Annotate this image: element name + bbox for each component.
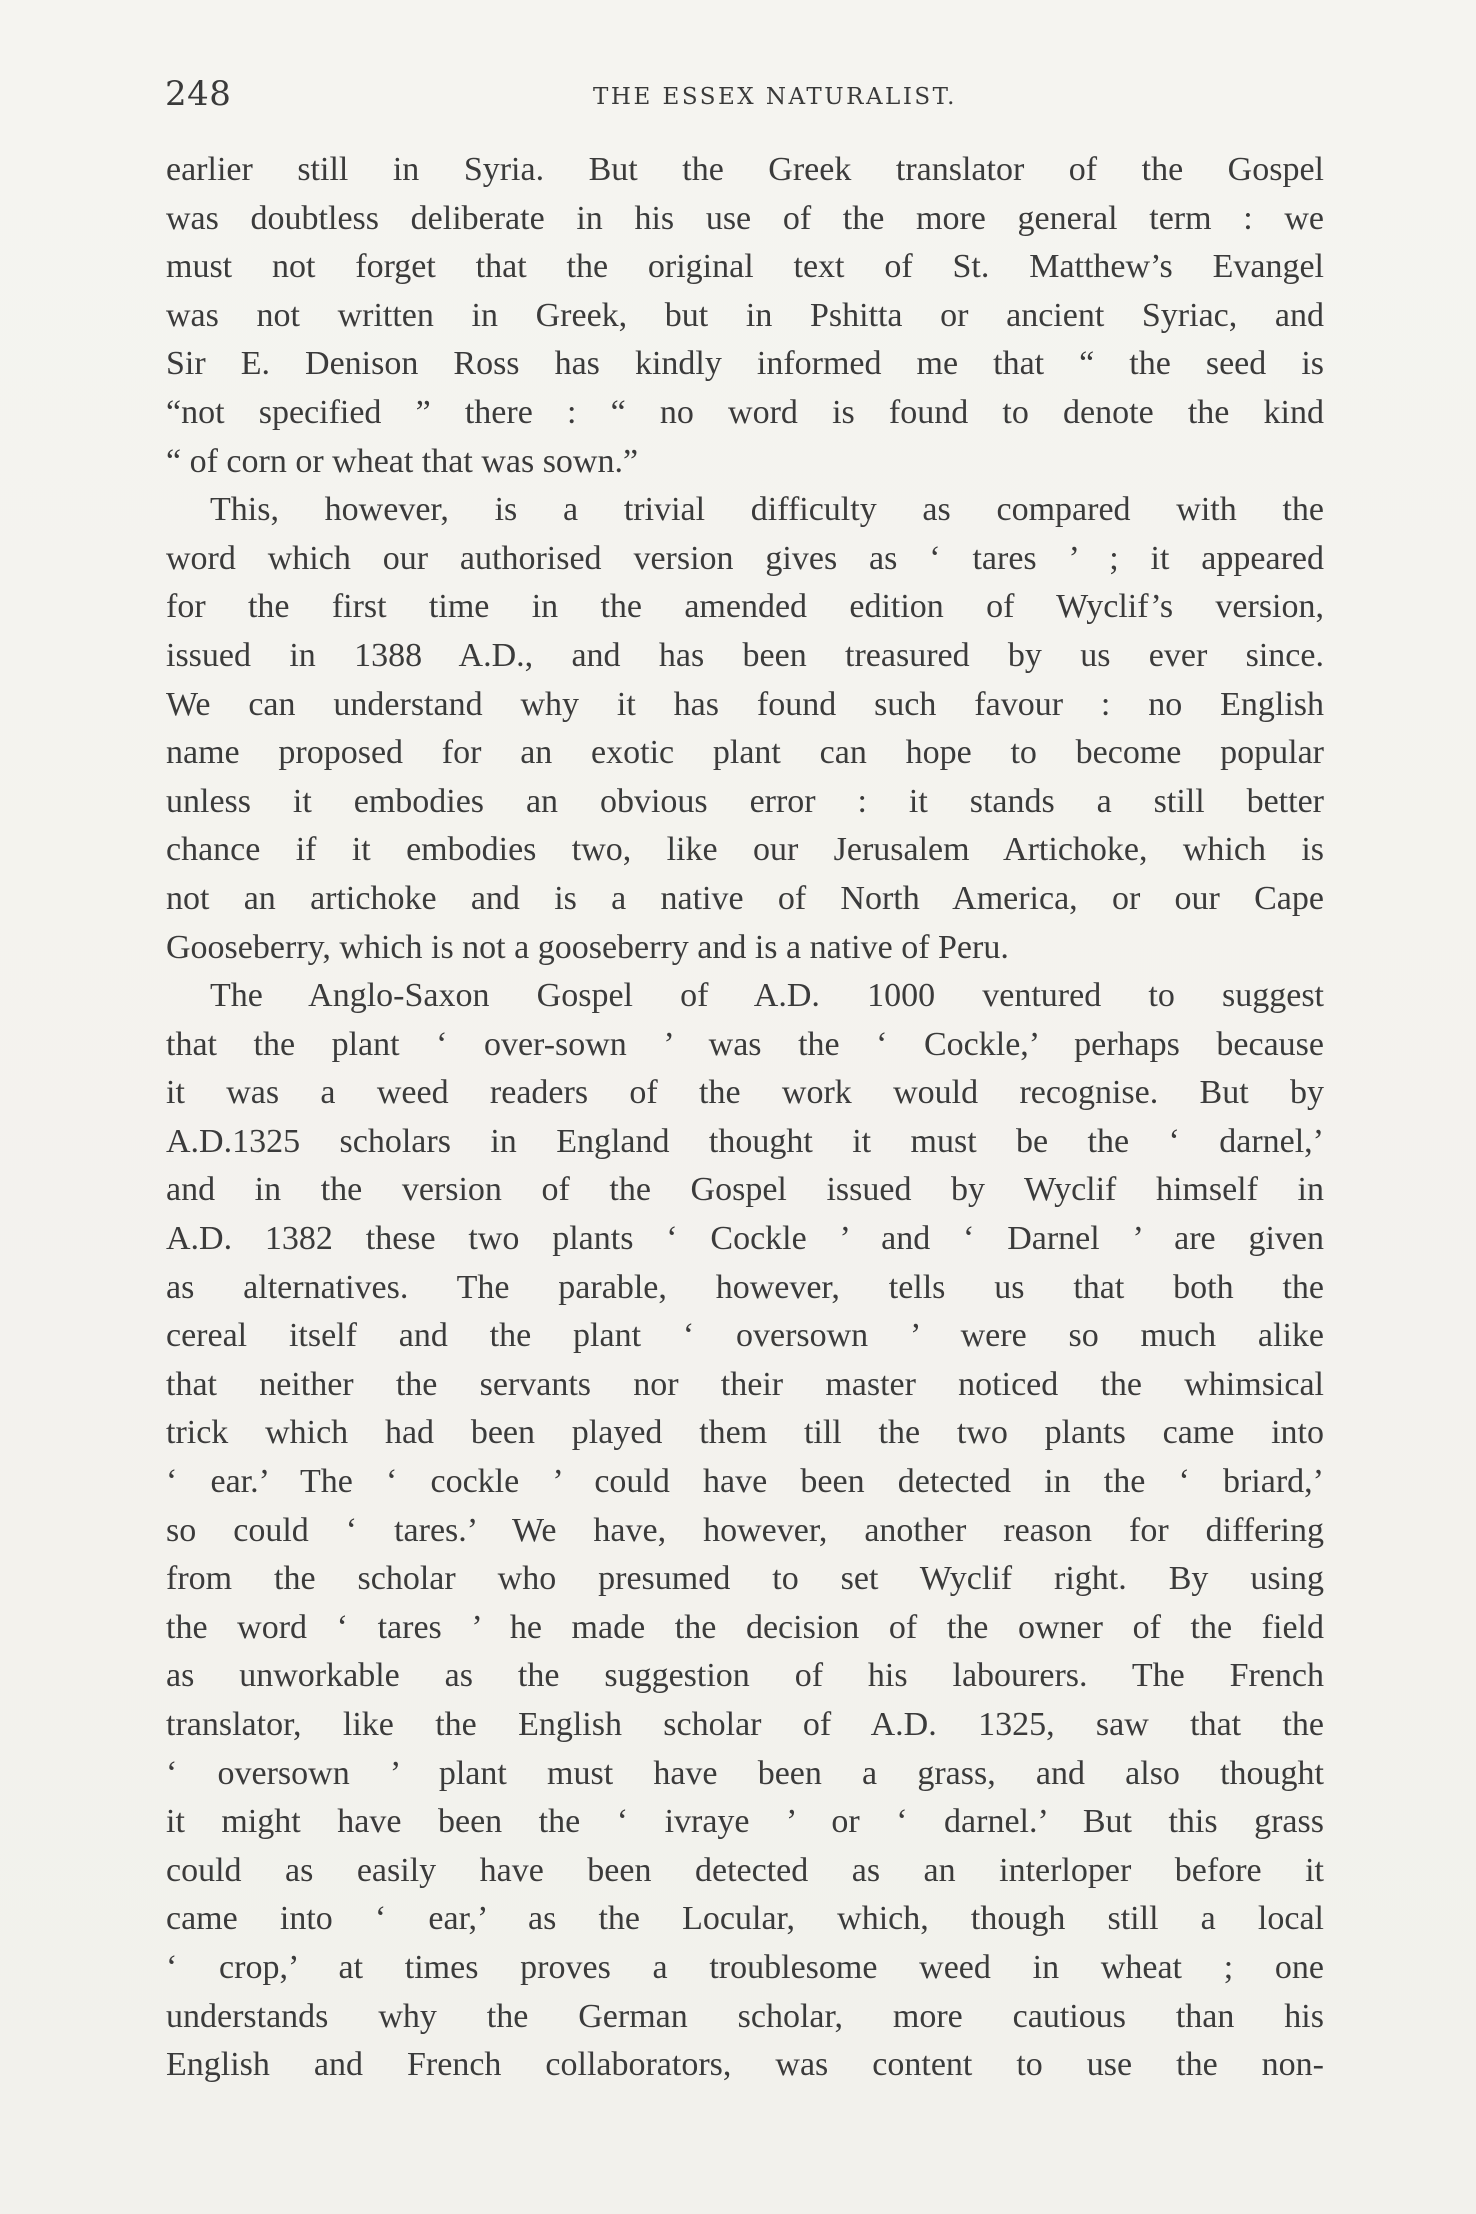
text-line: it was a weed readers of the work would recognise. But by	[166, 1074, 1324, 1112]
running-head	[165, 74, 1325, 124]
text-line: earlier still in Syria. But the Greek translator of the Gospel	[166, 151, 1324, 188]
text-line: Sir E. Denison Ross has kindly informed me that “ the seed is	[166, 345, 1324, 383]
text-line: name proposed for an exotic plant can hope to become popular	[166, 734, 1324, 772]
text-line: English and French collaborators, was content to use the non-	[166, 2046, 1324, 2084]
text-line: came into ‘ ear,’ as the Locular, which, though still a local	[166, 1900, 1324, 1938]
text-line: ‘ oversown ’ plant must have been a grass, and also thought	[166, 1754, 1324, 1792]
text-line: A.D.1325 scholars in England thought it must be the ‘ darnel,’	[166, 1122, 1324, 1160]
body-text	[166, 146, 1324, 2090]
text-line: word which our authorised version gives as ‘ tares ’ ; it appeared	[166, 539, 1324, 577]
running-title: THE ESSEX NATURALIST.	[593, 84, 957, 110]
text-line: from the scholar who presumed to set Wyclif right. By using	[166, 1560, 1324, 1598]
text-line: was not written in Greek, but in Pshitta or ancient Syriac, and	[166, 296, 1324, 334]
text-line: for the first time in the amended edition of Wyclif’s version,	[166, 588, 1324, 626]
text-line: translator, like the English scholar of A.D. 1325, saw that the	[166, 1706, 1324, 1743]
text-line: unless it embodies an obvious error : it stands a still better	[166, 782, 1324, 820]
text-line: the word ‘ tares ’ he made the decision of the owner of the field	[166, 1608, 1324, 1646]
text-line: must not forget that the original text of St. Matthew’s Evangel	[166, 248, 1324, 286]
text-line: was doubtless deliberate in his use of the more general term : we	[166, 199, 1324, 237]
text-line: A.D. 1382 these two plants ‘ Cockle ’ and ‘ Darnel ’ are given	[166, 1220, 1324, 1258]
text-line: understands why the German scholar, more cautious than his	[166, 1997, 1324, 2035]
text-line: Gooseberry, which is not a gooseberry and is a native of Peru.	[166, 928, 1009, 966]
text-line: cereal itself and the plant ‘ oversown ’ were so much alike	[166, 1317, 1324, 1355]
text-line: that the plant ‘ over-sown ’ was the ‘ Cockle,’ perhaps because	[166, 1025, 1324, 1063]
text-line: issued in 1388 A.D., and has been treasured by us ever since.	[166, 636, 1324, 674]
text-line: that neither the servants nor their master noticed the whimsical	[166, 1365, 1324, 1403]
text-line: not an artichoke and is a native of North America, or our Cape	[166, 879, 1324, 917]
paragraph-first-line: This, however, is a trivial difficulty as compared with the	[210, 491, 1324, 529]
text-line: ‘ crop,’ at times proves a troublesome weed in wheat ; one	[166, 1948, 1324, 1986]
text-line: ‘ ear.’ The ‘ cockle ’ could have been detected in the ‘ briard,’	[166, 1463, 1324, 1501]
text-line: could as easily have been detected as an interloper before it	[166, 1851, 1324, 1889]
text-line: We can understand why it has found such favour : no English	[166, 685, 1324, 723]
text-line: “ of corn or wheat that was sown.”	[166, 442, 639, 480]
text-line: chance if it embodies two, like our Jerusalem Artichoke, which is	[166, 831, 1324, 869]
paragraph-first-line: The Anglo-Saxon Gospel of A.D. 1000 ventured to suggest	[210, 977, 1324, 1015]
text-line: “not specified ” there : “ no word is found to denote the kind	[166, 393, 1324, 431]
text-line: trick which had been played them till the two plants came into	[166, 1414, 1324, 1452]
text-line: as alternatives. The parable, however, tells us that both the	[166, 1268, 1324, 1306]
text-line: and in the version of the Gospel issued by Wyclif himself in	[166, 1171, 1324, 1209]
text-line: as unworkable as the suggestion of his labourers. The French	[166, 1657, 1324, 1695]
text-line: so could ‘ tares.’ We have, however, another reason for differing	[166, 1511, 1324, 1549]
text-line: it might have been the ‘ ivraye ’ or ‘ darnel.’ But this grass	[166, 1803, 1324, 1841]
page-number: 248	[165, 74, 232, 114]
